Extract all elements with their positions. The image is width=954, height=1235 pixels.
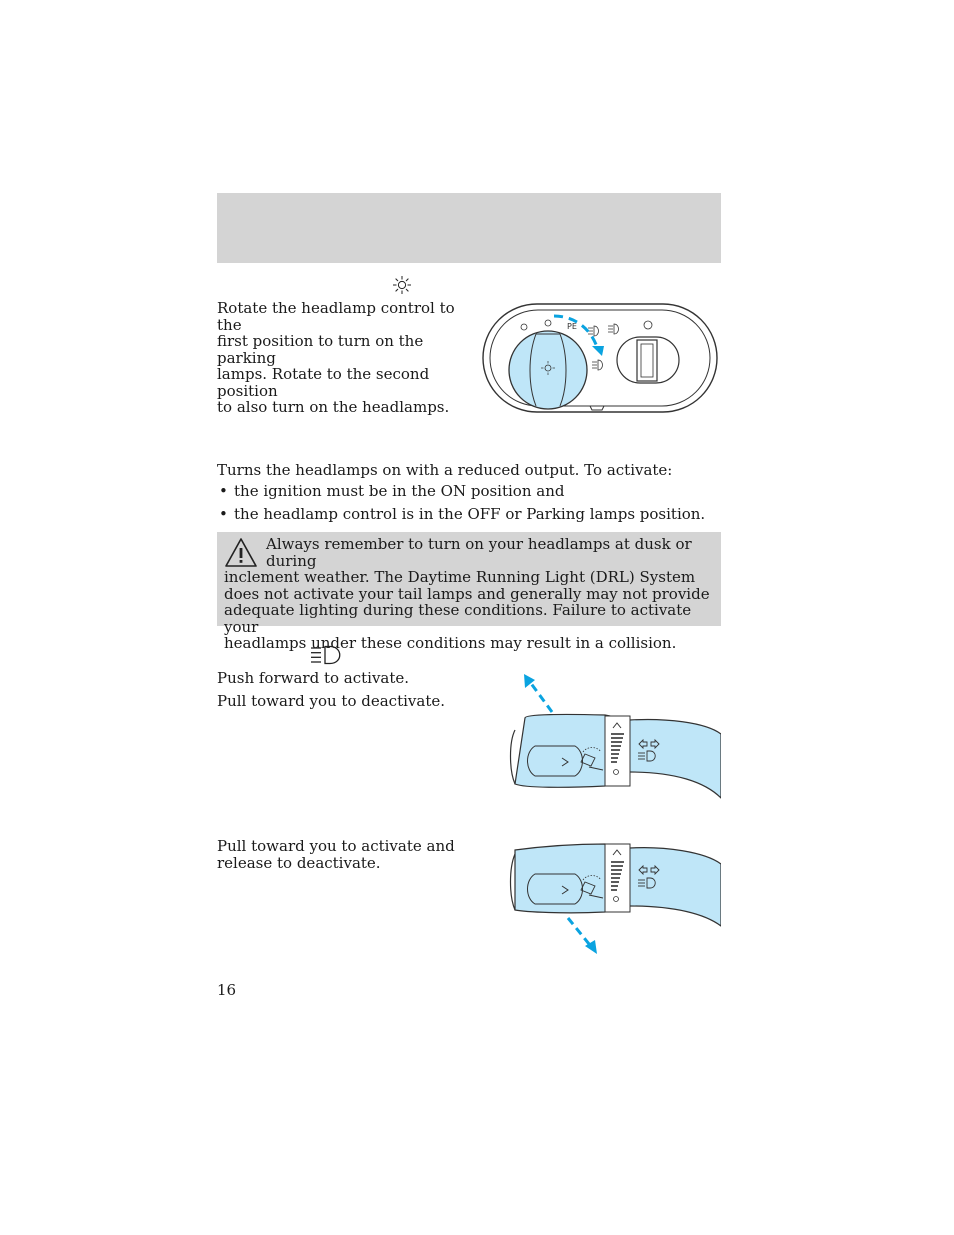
headlamp-line-4: to also turn on the headlamps. — [217, 398, 450, 416]
flash-line-2: release to deactivate. — [217, 853, 381, 872]
stalk-pull-toward-illustration — [505, 840, 721, 958]
high-beam-icon — [310, 645, 342, 665]
list-item: • the ignition must be in the ON position and — [217, 483, 721, 506]
page-number: 16 — [217, 981, 237, 999]
high-beam-deactivate: Pull toward you to deactivate. — [217, 692, 445, 710]
warning-line-4: adequate lighting during these conditions. Failure to activate your — [224, 601, 692, 636]
list-item: • the headlamp control is in the OFF or Parking lamps position. — [217, 506, 721, 529]
warning-line-1: Always remember to turn on your headlamps at dusk or during — [266, 535, 692, 570]
flash-line-1: Pull toward you to activate and — [217, 837, 455, 855]
warning-line-5: headlamps under these conditions may result in a collision. — [224, 634, 677, 652]
fog-label: PE — [567, 322, 577, 331]
headlamp-control-illustration — [480, 300, 720, 418]
headlamp-line-1: Rotate the headlamp control to the — [217, 299, 455, 334]
headlamp-instructions — [217, 300, 479, 416]
headlamp-knob — [509, 331, 587, 409]
drl-requirements-list — [217, 483, 721, 529]
stalk-push-forward-illustration — [505, 672, 721, 802]
headlamp-line-2: first position to turn on the parking — [217, 332, 424, 367]
headlamp-line-3: lamps. Rotate to the second position — [217, 365, 430, 400]
drl-intro: Turns the headlamps on with a reduced output. To activate: — [217, 461, 673, 479]
high-beam-activate: Push forward to activate. — [217, 669, 410, 687]
warning-triangle-icon — [224, 537, 258, 569]
warning-line-3: does not activate your tail lamps and generally may not provide — [224, 584, 710, 603]
warning-line-2: inclement weather. The Daytime Running Light (DRL) System — [224, 568, 696, 586]
section-header-bar — [217, 193, 721, 263]
warning-box — [217, 532, 721, 652]
flash-to-pass-instructions — [217, 838, 477, 871]
headlamp-symbol-icon — [392, 275, 412, 295]
